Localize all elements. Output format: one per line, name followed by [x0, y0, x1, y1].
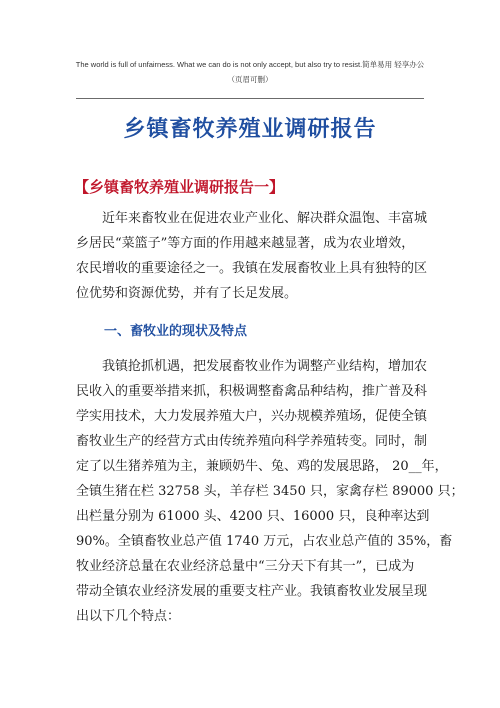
- paragraph-line: 定了以生猪养殖为主，兼顾奶牛、兔、鸡的发展思路， 20__年，: [76, 459, 448, 474]
- paragraph-line: 牧业经济总量在农业经济总量中“三分天下有其一”，已成为: [76, 559, 415, 574]
- report-heading: 【乡镇畜牧养殖业调研报告一】: [74, 178, 285, 196]
- paragraph-line: 90%。全镇畜牧业总产值 1740 万元，占农业总产值的 35%，畜: [76, 534, 453, 549]
- status-paragraph: [76, 354, 464, 629]
- paragraph-line: 学实用技术，大力发展养殖大户，兴办规模养殖场，促使全镇: [76, 409, 428, 424]
- paragraph-line: 出以下几个特点：: [76, 609, 181, 624]
- paragraph-line: 全镇生猪在栏 32758 头，羊存栏 3450 只，家禽存栏 89000 只；: [76, 484, 464, 499]
- header-divider: [76, 98, 424, 99]
- paragraph-line: 民收入的重要举措来抓，积极调整畜禽品种结构，推广普及科: [76, 384, 428, 399]
- paragraph-line: 近年来畜牧业在促进农业产业化、解决群众温饱、丰富城: [76, 211, 428, 226]
- page-header: [40, 58, 460, 86]
- paragraph-line: 出栏量分别为 61000 头、4200 只、16000 只，良种率达到: [76, 509, 430, 524]
- header-motto: The world is full of unfairness. What we can do is not only accept, but also try to resist.简单易用 轻享办公: [75, 60, 425, 69]
- paragraph-line: 位优势和资源优势，并有了长足发展。: [76, 286, 298, 301]
- header-note: （页眉可删）: [227, 75, 273, 84]
- paragraph-line: 畜牧业生产的经营方式由传统养殖向科学养殖转变。同时，制: [76, 434, 428, 449]
- paragraph-line: 农民增收的重要途径之一。我镇在发展畜牧业上具有独特的区: [76, 261, 428, 276]
- intro-paragraph: [76, 206, 428, 306]
- paragraph-line: 乡居民“菜篮子”等方面的作用越来越显著，成为农业增效，: [76, 236, 415, 251]
- paragraph-line: 带动全镇农业经济发展的重要支柱产业。我镇畜牧业发展呈现: [76, 584, 428, 599]
- document-title: 乡镇畜牧养殖业调研报告: [123, 117, 377, 142]
- paragraph-line: 我镇抢抓机遇，把发展畜牧业作为调整产业结构，增加农: [76, 359, 428, 374]
- section-heading: 一、畜牧业的现状及特点: [104, 324, 248, 339]
